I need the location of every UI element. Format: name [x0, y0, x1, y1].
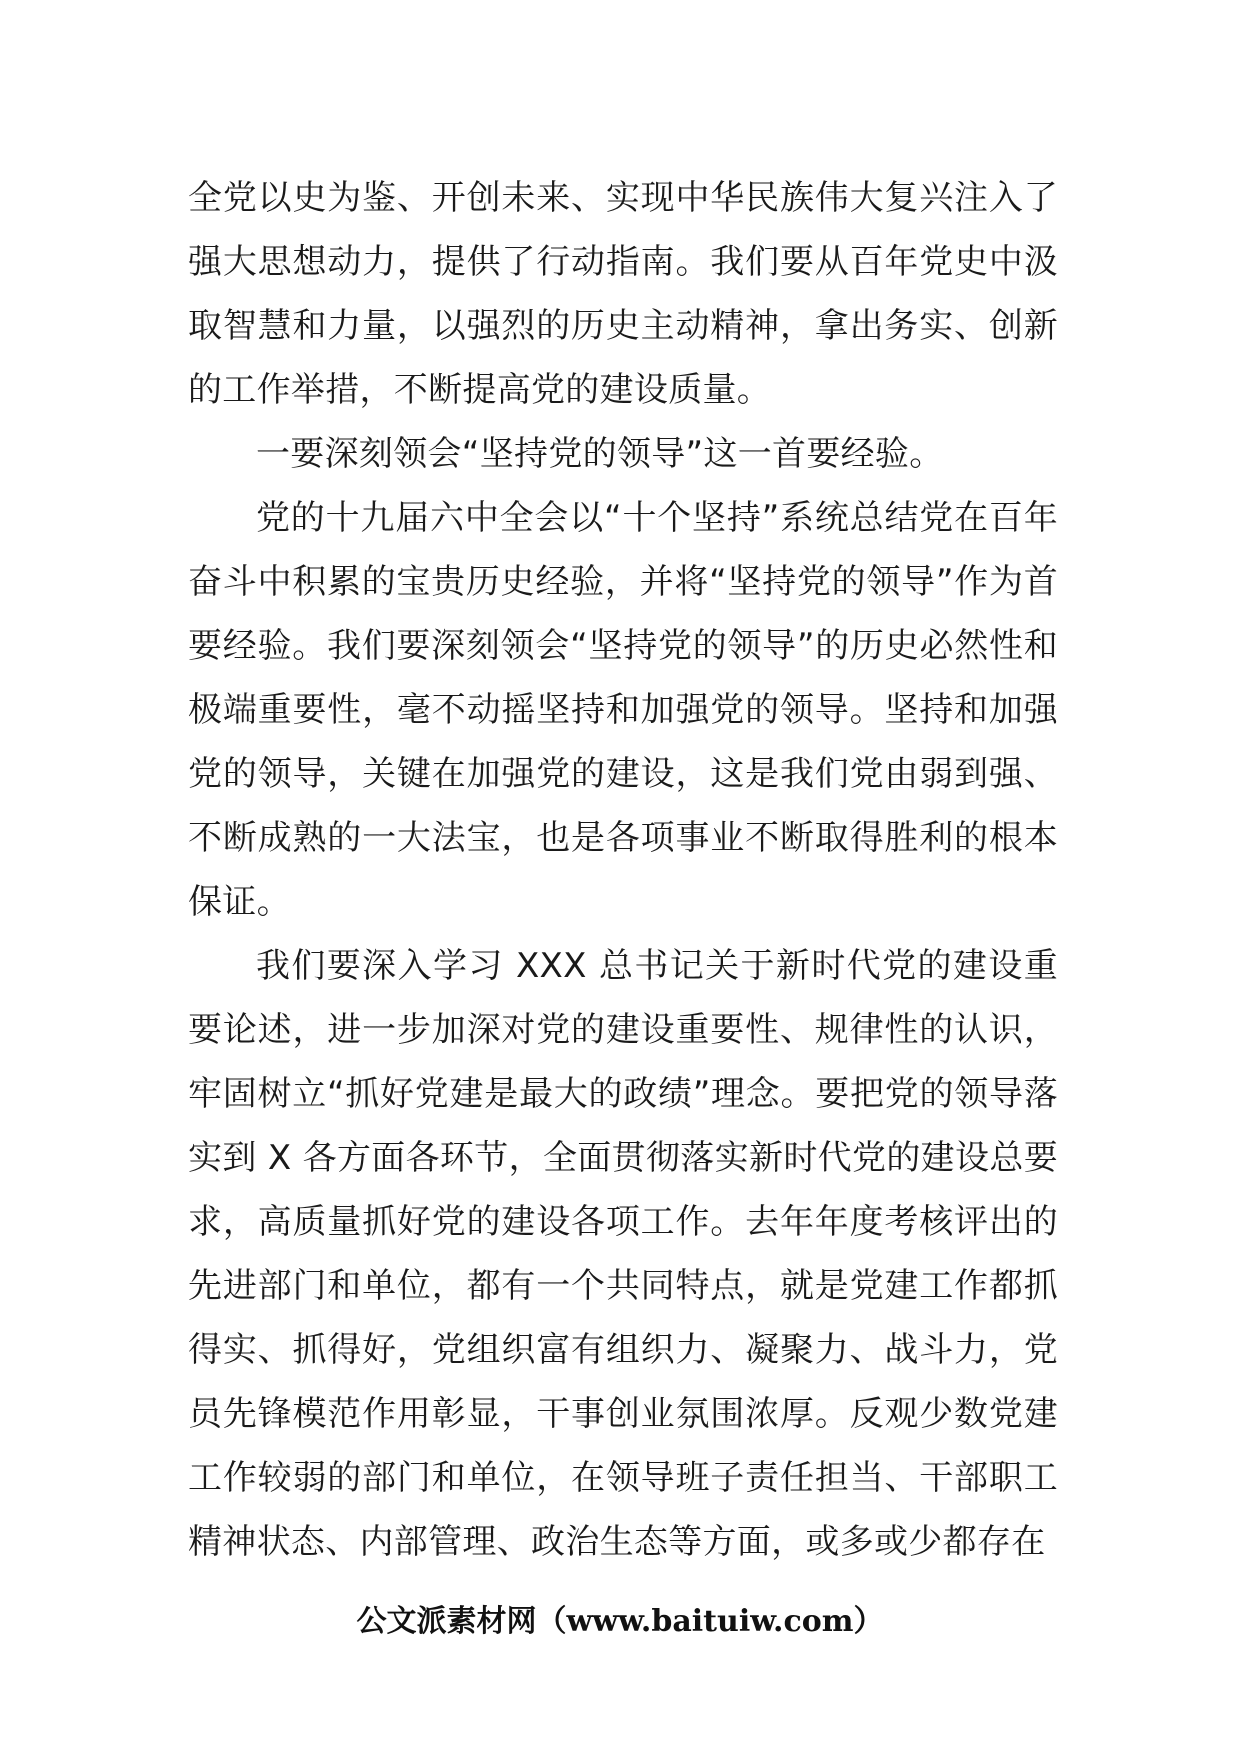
footer-watermark: 公文派素材网（www.baituiw.com）	[356, 1604, 884, 1639]
paragraph-plenum-summary: 党的十九届六中全会以“十个坚持”系统总结党在百年奋斗中积累的宝贵历史经验，并将“坚持党的领导”作为首要经验。我们要深刻领会“坚持党的领导”的历史必然性和极端重要性，毫不动摇坚持和加强党的领导。坚持和加强党的领导，关键在加强党的建设，这是我们党由弱到强、不断成熟的一大法宝，也是各项事业不断取得胜利的根本保证。	[188, 498, 1058, 922]
paragraph-party-building: 我们要深入学习 XXX 总书记关于新时代党的建设重要论述，进一步加深对党的建设重要性、规律性的认识，牢固树立“抓好党建是最大的政绩”理念。要把党的领导落实到 X 各方面各环节，全面贯彻落实新时代党的建设总要求，高质量抓好党的建设各项工作。去年年度考核评出的先进部门和单位，都有一个共同特点，就是党建工作都抓得实、抓得好，党组织富有组织力、凝聚力、战斗力，党员先锋模范作用彰显，干事创业氛围浓厚。反观少数党建工作较弱的部门和单位，在领导班子责任担当、干部职工精神状态、内部管理、政治生态等方面，或多或少都存在	[188, 946, 1058, 1562]
paragraph-heading-first-requirement: 一要深刻领会“坚持党的领导”这一首要经验。	[256, 434, 944, 474]
document-body	[188, 166, 1058, 1574]
paragraph-continuation: 全党以史为鉴、开创未来、实现中华民族伟大复兴注入了强大思想动力，提供了行动指南。我们要从百年党史中汲取智慧和力量，以强烈的历史主动精神，拿出务实、创新的工作举措，不断提高党的建设质量。	[188, 178, 1058, 410]
